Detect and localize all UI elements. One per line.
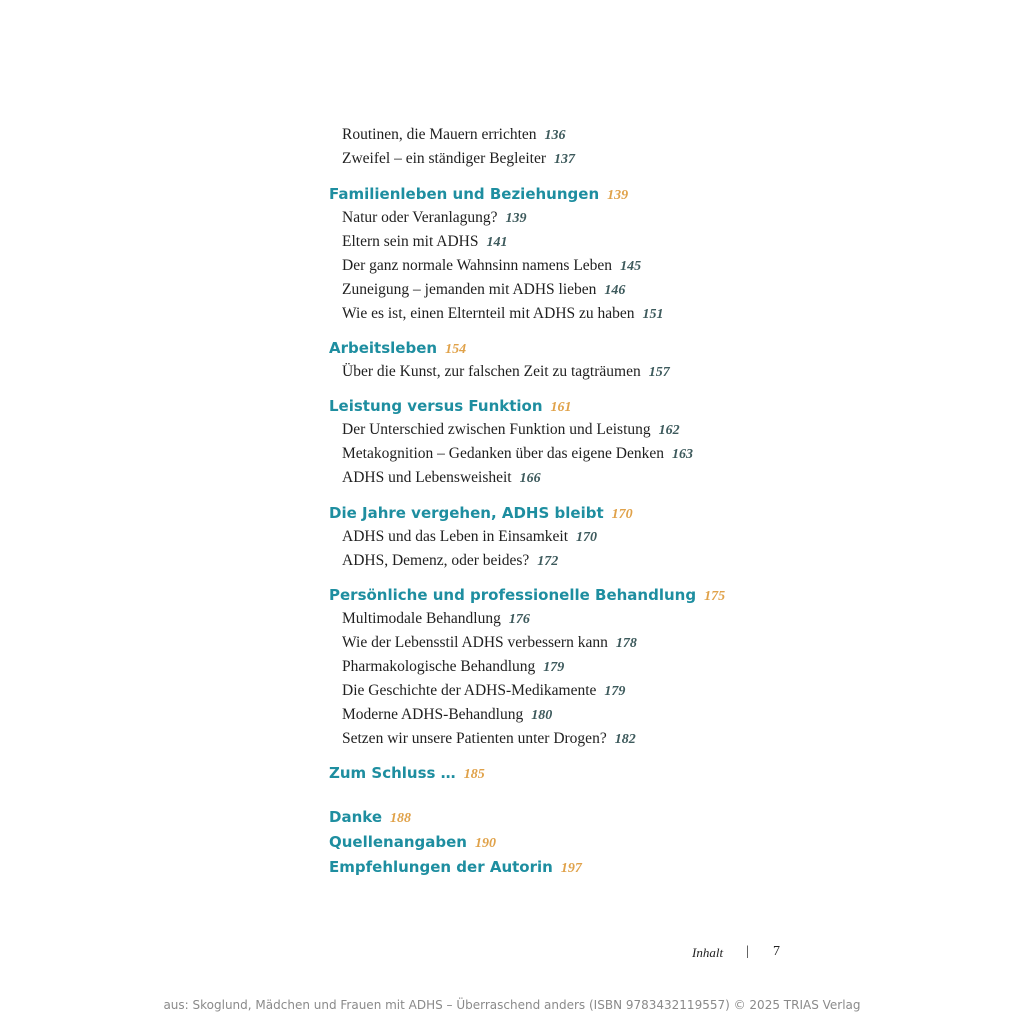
- toc-section-title: Leistung versus Funktion: [329, 397, 543, 415]
- toc-entry-title: Über die Kunst, zur falschen Zeit zu tagträumen: [342, 363, 641, 380]
- toc-entry-page: 179: [543, 660, 565, 675]
- toc-section-title: Danke: [329, 808, 382, 826]
- toc-entry: [342, 469, 541, 487]
- toc-entry-page: 136: [544, 128, 566, 143]
- toc-entry-page: 146: [604, 283, 626, 298]
- toc-section-title: Arbeitsleben: [329, 339, 438, 357]
- toc-entry-page: 170: [576, 530, 598, 545]
- toc-entry-page: 145: [620, 259, 642, 274]
- running-footer-label: Inhalt: [692, 945, 724, 960]
- toc-section: [329, 808, 411, 827]
- toc-section: [329, 858, 582, 877]
- toc-section-page: 185: [463, 767, 485, 782]
- toc-entry: [342, 682, 625, 700]
- page-number: 7: [773, 944, 780, 959]
- toc-section-page: 154: [445, 342, 467, 357]
- toc-entry-page: 162: [658, 423, 680, 438]
- toc-section-title: Quellenangaben: [329, 833, 467, 851]
- toc-entry: [342, 305, 664, 323]
- toc-entry-title: Der ganz normale Wahnsinn namens Leben: [342, 257, 613, 274]
- toc-entry-page: 163: [671, 447, 693, 462]
- toc-entry: [342, 552, 558, 570]
- toc-entry-title: Der Unterschied zwischen Funktion und Leistung: [342, 421, 651, 438]
- toc-entry-page: 139: [505, 211, 527, 226]
- toc-section-page: 139: [607, 188, 629, 203]
- toc-entry-title: Routinen, die Mauern errichten: [342, 126, 537, 143]
- toc-entry: [342, 634, 637, 652]
- toc-entry-page: 182: [614, 732, 636, 747]
- toc-section: [329, 397, 572, 416]
- toc-section-page: 197: [560, 861, 582, 876]
- toc-entry: [342, 706, 552, 724]
- toc-section-title: Empfehlungen der Autorin: [329, 858, 553, 876]
- toc-entry: [342, 209, 527, 227]
- toc-entry-title: Zuneigung – jemanden mit ADHS lieben: [342, 281, 597, 298]
- toc-section-title: Zum Schluss …: [329, 764, 456, 782]
- toc-section-page: 188: [390, 811, 411, 826]
- toc-entry-page: 178: [615, 636, 637, 651]
- toc-section: [329, 764, 485, 783]
- toc-entry-title: Wie der Lebensstil ADHS verbessern kann: [342, 634, 608, 651]
- toc-entry: [342, 445, 693, 463]
- toc-section-page: 161: [550, 400, 572, 415]
- toc-entry-page: 180: [531, 708, 553, 723]
- toc-section: [329, 586, 725, 605]
- toc-entry: [342, 281, 625, 299]
- toc-entry-page: 141: [486, 235, 508, 250]
- toc-section-page: 175: [704, 589, 726, 604]
- toc-entry-title: Wie es ist, einen Elternteil mit ADHS zu haben: [342, 305, 635, 322]
- toc-section: [329, 339, 466, 358]
- toc-entry-title: Pharmakologische Behandlung: [342, 658, 536, 675]
- toc-entry-page: 137: [554, 152, 576, 167]
- toc-entry: [342, 658, 564, 676]
- toc-entry-title: Moderne ADHS-Behandlung: [342, 706, 524, 723]
- toc-entry: [342, 528, 597, 546]
- toc-section-title: Die Jahre vergehen, ADHS bleibt: [329, 504, 604, 522]
- toc-section-title: Persönliche und professionelle Behandlung: [329, 586, 697, 604]
- toc-entry-title: Setzen wir unsere Patienten unter Drogen?: [342, 730, 607, 747]
- toc-section-page: 190: [475, 836, 496, 851]
- toc-entry: [342, 421, 680, 439]
- source-citation: aus: Skoglund, Mädchen und Frauen mit ADHS – Überraschend anders (ISBN 9783432119557) © 2025 TRIAS Verlag: [163, 998, 861, 1012]
- toc-entry-title: ADHS und Lebensweisheit: [342, 469, 512, 486]
- toc-entry-page: 151: [642, 307, 664, 322]
- toc-entry: [342, 126, 566, 144]
- toc-entry: [342, 363, 670, 381]
- toc-entry: [342, 257, 641, 275]
- toc-section: [329, 185, 628, 204]
- toc-entry: [342, 150, 575, 168]
- toc-section-title: Familienleben und Beziehungen: [329, 185, 600, 203]
- toc-entry-page: 166: [519, 471, 541, 486]
- toc-entry-title: ADHS und das Leben in Einsamkeit: [342, 528, 569, 545]
- toc-entry-title: Multimodale Behandlung: [342, 610, 501, 627]
- toc-entry: [342, 610, 530, 628]
- toc-entry: [342, 233, 507, 251]
- running-footer-separator: |: [746, 944, 749, 959]
- toc-entry-title: ADHS, Demenz, oder beides?: [342, 552, 530, 569]
- toc-entry-page: 172: [537, 554, 559, 569]
- toc-entry-page: 157: [648, 365, 670, 380]
- toc-entry-title: Metakognition – Gedanken über das eigene Denken: [342, 445, 664, 462]
- toc-entry-page: 176: [508, 612, 530, 627]
- toc-entry-title: Eltern sein mit ADHS: [342, 233, 479, 250]
- toc-section: [329, 504, 633, 523]
- toc-entry-title: Natur oder Veranlagung?: [342, 209, 498, 226]
- toc-entry-title: Die Geschichte der ADHS-Medikamente: [342, 682, 597, 699]
- toc-entry-page: 179: [604, 684, 626, 699]
- toc-section: [329, 833, 496, 852]
- toc-section-page: 170: [611, 507, 633, 522]
- toc-entry-title: Zweifel – ein ständiger Begleiter: [342, 150, 547, 167]
- toc-entry: [342, 730, 636, 748]
